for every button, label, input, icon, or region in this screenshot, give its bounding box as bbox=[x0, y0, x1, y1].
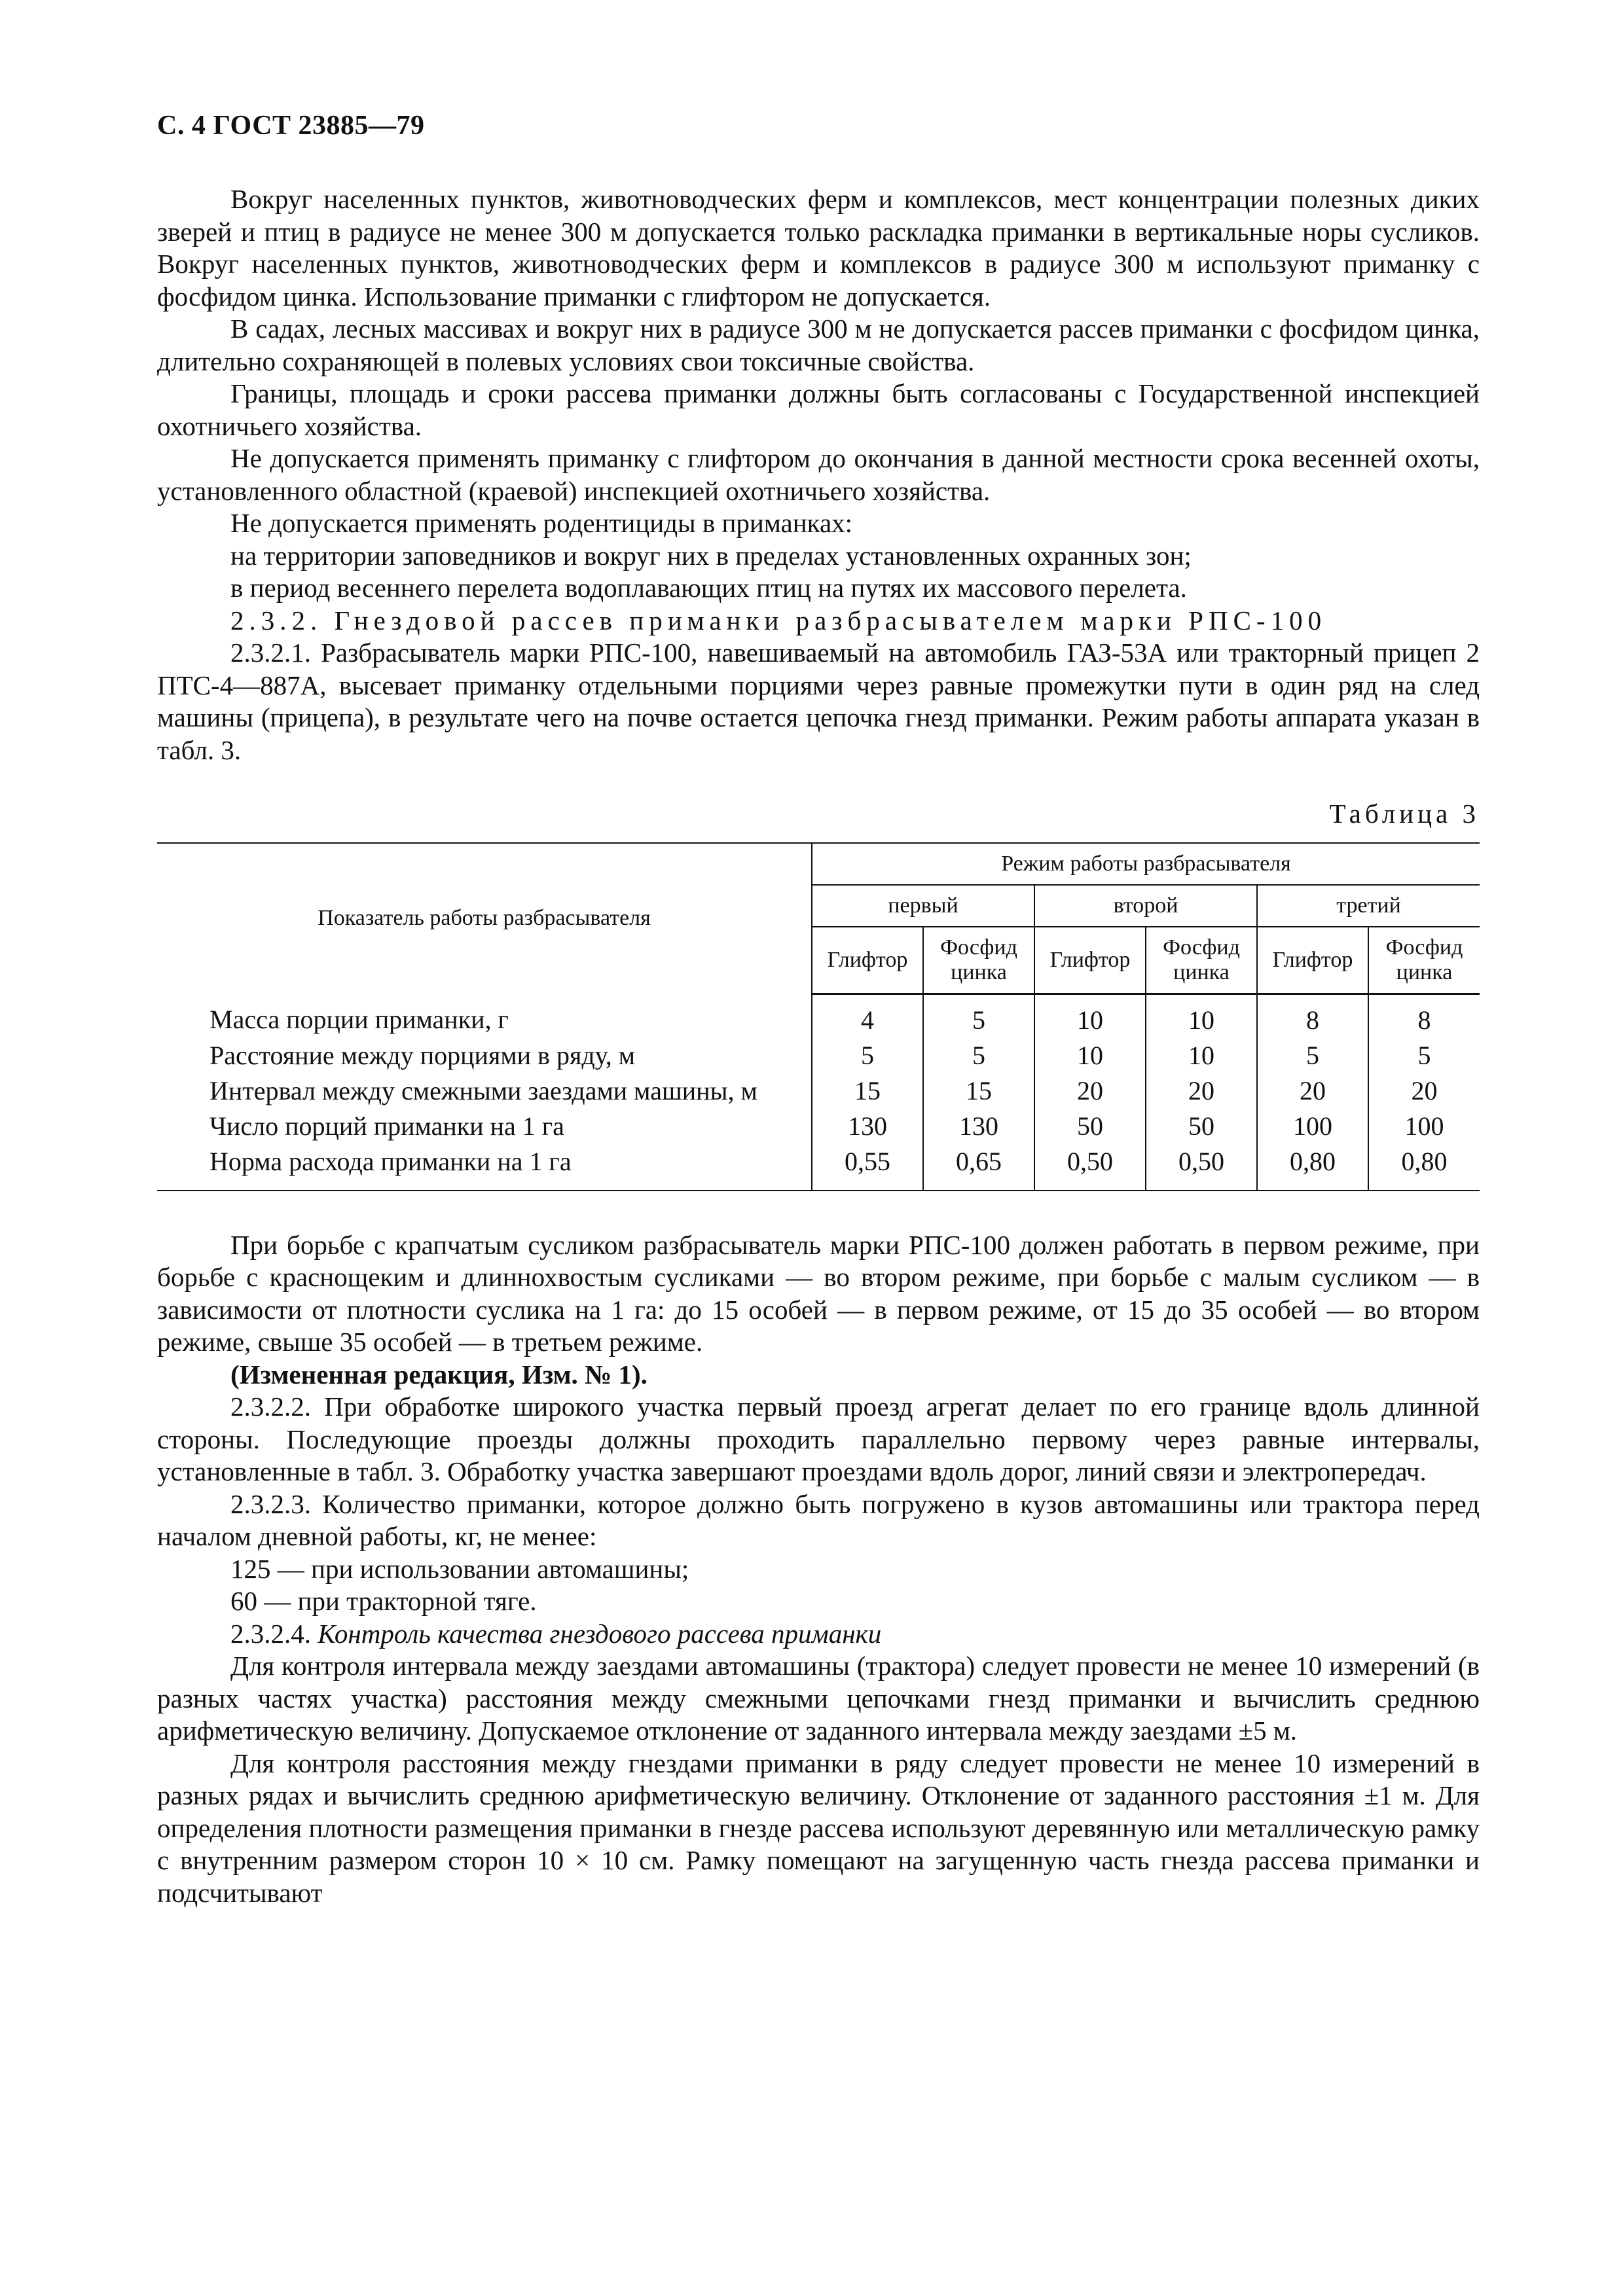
table-cell: 100 bbox=[1257, 1109, 1368, 1144]
table-cell: 10 bbox=[1146, 994, 1257, 1038]
table-row bbox=[157, 1038, 1480, 1073]
paragraph: 2.3.2.2. При обработке широкого участка первый проезд агрегат делает по его границе вдоль длинной стороны. Последующие проезды должны проходить параллельно первому через равные интервалы, установленные в табл. 3. Обработку участка завершают проездами вдоль дорог, линий связи и электропередач. bbox=[157, 1391, 1480, 1486]
paragraph: В садах, лесных массивах и вокруг них в радиусе 300 м не допускается рассев приманки с фосфидом цинка, длительно сохраняющей в полевых условиях свои токсичные свойства. bbox=[157, 314, 1480, 376]
list-item: на территории заповедников и вокруг них в пределах установленных охранных зон; bbox=[230, 540, 1192, 571]
table-cell: 4 bbox=[812, 994, 923, 1038]
list-item: в период весеннего перелета водоплавающих птиц на путях их массового перелета. bbox=[230, 573, 1187, 603]
table-cell: 10 bbox=[1034, 994, 1146, 1038]
sub-header: Глифтор bbox=[1257, 927, 1368, 994]
table-cell: 5 bbox=[1257, 1038, 1368, 1073]
mode-second: второй bbox=[1034, 885, 1257, 927]
sub-header: Фосфид цинка bbox=[1146, 927, 1257, 994]
amendment-note: (Измененная редакция, Изм. № 1). bbox=[230, 1359, 647, 1390]
table-cell: 0,80 bbox=[1257, 1144, 1368, 1191]
table-cell: 0,55 bbox=[812, 1144, 923, 1191]
table-cell: 0,65 bbox=[923, 1144, 1034, 1191]
table-cell: 0,80 bbox=[1368, 1144, 1480, 1191]
paragraph: 2.3.2.1. Разбрасыватель марки РПС-100, навешиваемый на автомобиль ГАЗ-53А или тракторный прицеп 2 ПТС-4—887А, высевает приманку отдельными порциями через равные промежутки пути в один ряд на след машины (прицепа), в результате чего на почве остается цепочка гнезд приманки. Режим работы аппарата указан в табл. 3. bbox=[157, 637, 1480, 765]
table-cell: 100 bbox=[1368, 1109, 1480, 1144]
table-cell: 50 bbox=[1146, 1109, 1257, 1144]
table-cell: 15 bbox=[923, 1073, 1034, 1109]
table-cell: 8 bbox=[1368, 994, 1480, 1038]
mode-header: Режим работы разбрасывателя bbox=[812, 843, 1480, 885]
table-cell: 5 bbox=[923, 994, 1034, 1038]
row-label: Масса порции приманки, г bbox=[210, 1004, 509, 1034]
row-label: Расстояние между порциями в ряду, м bbox=[210, 1040, 635, 1070]
mode-third: третий bbox=[1257, 885, 1480, 927]
table-cell: 5 bbox=[923, 1038, 1034, 1073]
table-row bbox=[157, 1109, 1480, 1144]
table-cell: 130 bbox=[923, 1109, 1034, 1144]
table-cell: 10 bbox=[1034, 1038, 1146, 1073]
page-header: С. 4 ГОСТ 23885—79 bbox=[157, 111, 425, 141]
table-cell: 20 bbox=[1257, 1073, 1368, 1109]
sub-header: Фосфид цинка bbox=[923, 927, 1034, 994]
subsection-heading bbox=[157, 1618, 1480, 1651]
row-label: Интервал между смежными заездами машины, м bbox=[210, 1075, 757, 1105]
table-cell: 50 bbox=[1034, 1109, 1146, 1144]
row-label: Число порций приманки на 1 га bbox=[210, 1111, 564, 1141]
row-label: Норма расхода приманки на 1 га bbox=[157, 1144, 812, 1191]
table-cell: 20 bbox=[1034, 1073, 1146, 1109]
table-cell: 5 bbox=[812, 1038, 923, 1073]
sub-header: Глифтор bbox=[812, 927, 923, 994]
table-caption: Таблица 3 bbox=[1329, 798, 1480, 829]
list-item: 125 — при использовании автомашины; bbox=[230, 1553, 689, 1584]
indicator-header: Показатель работы разбрасывателя bbox=[157, 843, 812, 994]
table-cell: 8 bbox=[1257, 994, 1368, 1038]
subsection-number: 2.3.2.4. bbox=[230, 1618, 311, 1649]
subsection-title: Контроль качества гнездового рассева приманки bbox=[318, 1618, 882, 1649]
sub-header: Фосфид цинка bbox=[1368, 927, 1480, 994]
table-cell: 5 bbox=[1368, 1038, 1480, 1073]
paragraph: Не допускается применять приманку с глифтором до окончания в данной местности срока весенней охоты, установленного областной (краевой) инспекцией охотничьего хозяйства. bbox=[157, 443, 1480, 506]
paragraph: Границы, площадь и сроки рассева приманки должны быть согласованы с Государственной инспекцией охотничьего хозяйства. bbox=[157, 378, 1480, 441]
document-body bbox=[157, 183, 1480, 1909]
paragraph: Не допускается применять родентициды в приманках: bbox=[230, 508, 853, 538]
table-3 bbox=[157, 842, 1480, 1191]
table-cell: 20 bbox=[1368, 1073, 1480, 1109]
table-cell: 10 bbox=[1146, 1038, 1257, 1073]
table-row bbox=[157, 1144, 1480, 1191]
table-row bbox=[157, 1073, 1480, 1109]
paragraph: 2.3.2.3. Количество приманки, которое должно быть погружено в кузов автомашины или трактора перед началом дневной работы, кг, не менее: bbox=[157, 1488, 1480, 1551]
paragraph: Для контроля расстояния между гнездами приманки в ряду следует провести не менее 10 измерений в разных рядах и вычислить среднюю арифметическую величину. Отклонение от заданного расстояния ±1 м. Для определения плотности размещения приманки в гнезде рассева используют деревянную или металлическую рамку с внутренним размером сторон 10 × 10 см. Рамку помещают на загущенную часть гнезда рассева приманки и подсчитывают bbox=[157, 1748, 1480, 1908]
table-cell: 0,50 bbox=[1034, 1144, 1146, 1191]
section-heading: 2.3.2. Гнездовой рассев приманки разбрасывателем марки РПС-100 bbox=[230, 605, 1327, 636]
table-cell: 15 bbox=[812, 1073, 923, 1109]
table-cell: 0,50 bbox=[1146, 1144, 1257, 1191]
table-cell: 130 bbox=[812, 1109, 923, 1144]
table-row bbox=[157, 994, 1480, 1038]
paragraph: Вокруг населенных пунктов, животноводческих ферм и комплексов, мест концентрации полезных диких зверей и птиц в радиусе не менее 300 м допускается только раскладка приманки в вертикальные норы сусликов. Вокруг населенных пунктов, животноводческих ферм и комплексов в радиусе 300 м используют приманку с фосфидом цинка. Использование приманки с глифтором не допускается. bbox=[157, 184, 1480, 312]
paragraph: Для контроля интервала между заездами автомашины (трактора) следует провести не менее 10 измерений (в разных частях участка) расстояния между смежными цепочками гнезд приманки и вычислить среднюю арифметическую величину. Допускаемое отклонение от заданного интервала между заездами ±5 м. bbox=[157, 1651, 1480, 1746]
paragraph: При борьбе с крапчатым сусликом разбрасыватель марки РПС-100 должен работать в первом режиме, при борьбе с краснощеким и длиннохвостым сусликами — во втором режиме, при борьбе с малым сусликом — в зависимости от плотности суслика на 1 га: до 15 особей — в первом режиме, от 15 до 35 особей — во втором режиме, свыше 35 особей — в третьем режиме. bbox=[157, 1229, 1480, 1357]
table-cell: 20 bbox=[1146, 1073, 1257, 1109]
mode-first: первый bbox=[812, 885, 1034, 927]
list-item: 60 — при тракторной тяге. bbox=[230, 1586, 537, 1616]
sub-header: Глифтор bbox=[1034, 927, 1146, 994]
